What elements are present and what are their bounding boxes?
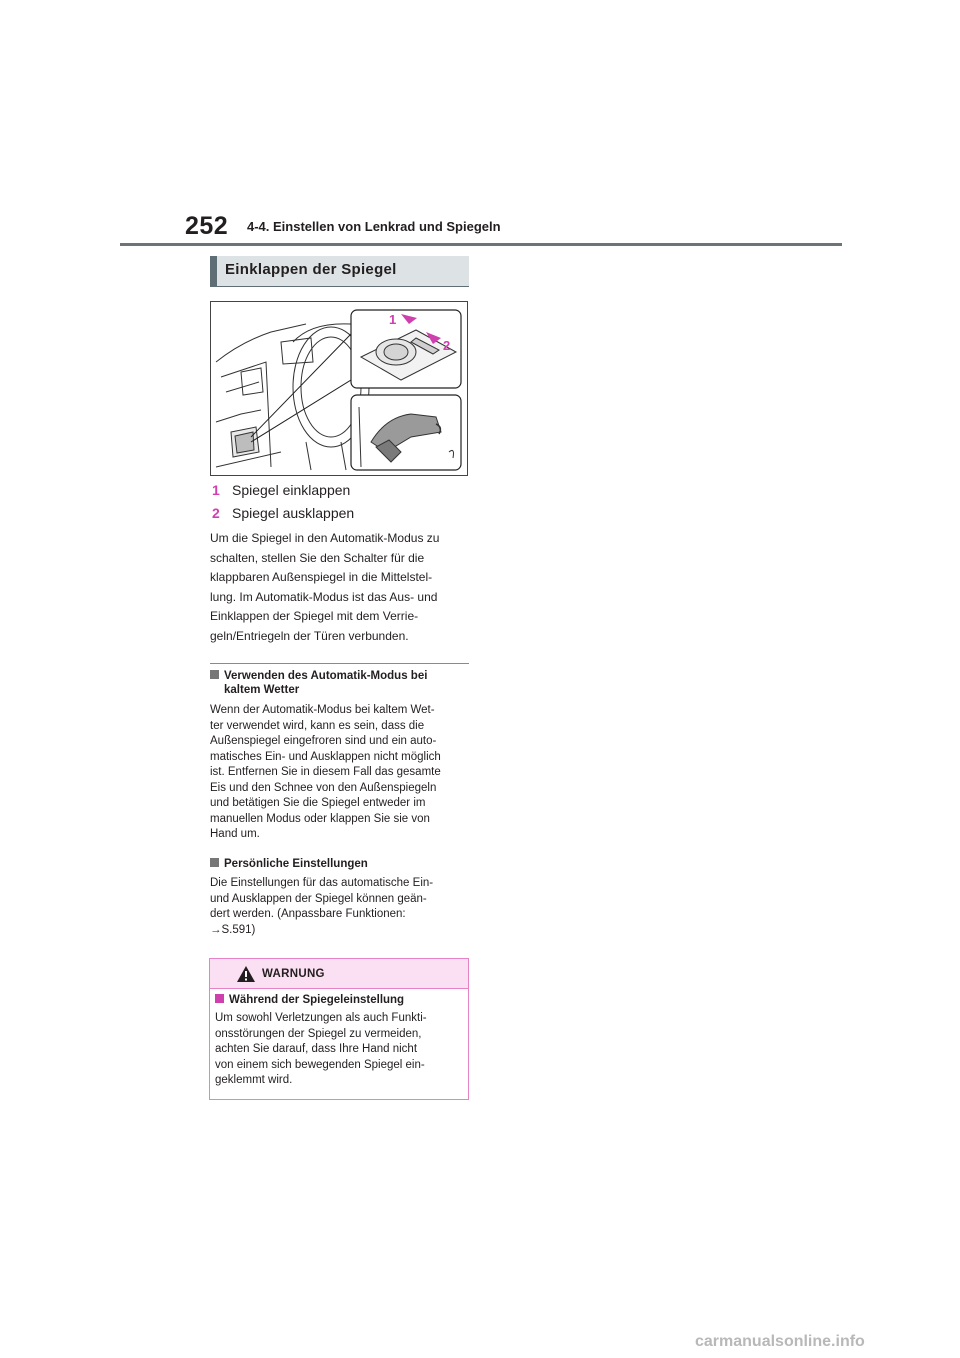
step-number: 1 (212, 482, 220, 498)
callout-2: 2 (443, 338, 451, 353)
warning-subtitle (215, 994, 404, 1006)
body-paragraph (210, 529, 472, 646)
mirror-switch-illustration (210, 301, 468, 476)
body-line: klappbaren Außenspiegel in die Mittelstel- (210, 570, 433, 584)
note-line: Außenspiegel eingefroren sind und ein auto- (210, 735, 437, 747)
warning-line: achten Sie darauf, dass Ihre Hand nicht (215, 1043, 418, 1055)
body-line: lung. Im Automatik-Modus ist das Aus- und (210, 589, 438, 604)
page-reference-link[interactable]: →S.591) (210, 923, 256, 936)
warning-line: von einem sich bewegenden Spiegel ein- (215, 1058, 425, 1071)
warning-triangle-icon (236, 965, 256, 983)
warning-box (209, 958, 469, 1100)
step-2 (212, 505, 354, 521)
note-title-line: Verwenden des Automatik-Modus bei (224, 670, 428, 682)
note-line: ter verwendet wird, kann es sein, dass die (210, 719, 425, 732)
note-text-personal-settings (210, 876, 433, 938)
body-line: geln/Entriegeln der Türen verbunden. (210, 628, 409, 643)
watermark: carmanualsonline.info (695, 1333, 865, 1350)
note-line: und Ausklappen der Spiegel können geän- (210, 892, 427, 905)
note-line: und betätigen Sie die Spiegel entweder im (210, 797, 426, 809)
note-line: Wenn der Automatik-Modus bei kaltem Wet- (210, 704, 435, 716)
step-number: 2 (212, 505, 220, 521)
body-line: Um die Spiegel in den Automatik-Modus zu (210, 531, 440, 545)
warning-line: geklemmt wird. (215, 1074, 293, 1086)
note-line: matisches Ein- und Ausklappen nicht möglich (210, 750, 441, 763)
body-line: Einklappen der Spiegel mit dem Verrie- (210, 609, 419, 623)
header-rule (120, 243, 842, 246)
callout-1: 1 (389, 312, 397, 327)
note-title-line: kaltem Wetter (224, 684, 300, 696)
note-divider (210, 663, 469, 664)
warning-line: onsstörungen der Spiegel zu vermeiden, (215, 1027, 422, 1040)
warning-subtitle-text: Während der Spiegeleinstellung (229, 994, 405, 1006)
warning-title: WARNUNG (262, 968, 325, 980)
square-bullet-icon (210, 858, 219, 867)
note-line: Hand um. (210, 828, 260, 840)
warning-text (215, 1011, 427, 1089)
illustration-drawing (211, 302, 468, 476)
square-bullet-icon (210, 670, 219, 679)
page-number: 252 (185, 212, 229, 240)
note-title-line: Persönliche Einstellungen (224, 858, 368, 870)
note-line: Eis und den Schnee von den Außenspiegeln (210, 781, 437, 794)
body-line: schalten, stellen Sie den Schalter für die (210, 550, 425, 565)
note-line: dert werden. (Anpassbare Funktionen: (210, 908, 406, 920)
warning-line: Um sowohl Verletzungen als auch Funkti- (215, 1012, 427, 1024)
note-line: Die Einstellungen für das automatische Ein- (210, 877, 434, 889)
warning-header (210, 959, 468, 989)
note-line: manuellen Modus oder klappen Sie sie von (210, 812, 430, 825)
step-text: Spiegel einklappen (232, 482, 351, 498)
note-heading-cold-weather (210, 669, 427, 697)
chapter-title: 4-4. Einstellen von Lenkrad und Spiegeln (247, 219, 501, 234)
note-heading-personal-settings (210, 857, 368, 871)
section-title: Einklappen der Spiegel (225, 261, 397, 278)
section-heading (210, 256, 469, 287)
note-line: ist. Entfernen Sie in diesem Fall das gesamte (210, 766, 441, 778)
step-text: Spiegel ausklappen (232, 505, 355, 521)
note-text-cold-weather (210, 703, 441, 843)
square-bullet-icon (215, 994, 224, 1003)
step-1 (212, 482, 350, 498)
